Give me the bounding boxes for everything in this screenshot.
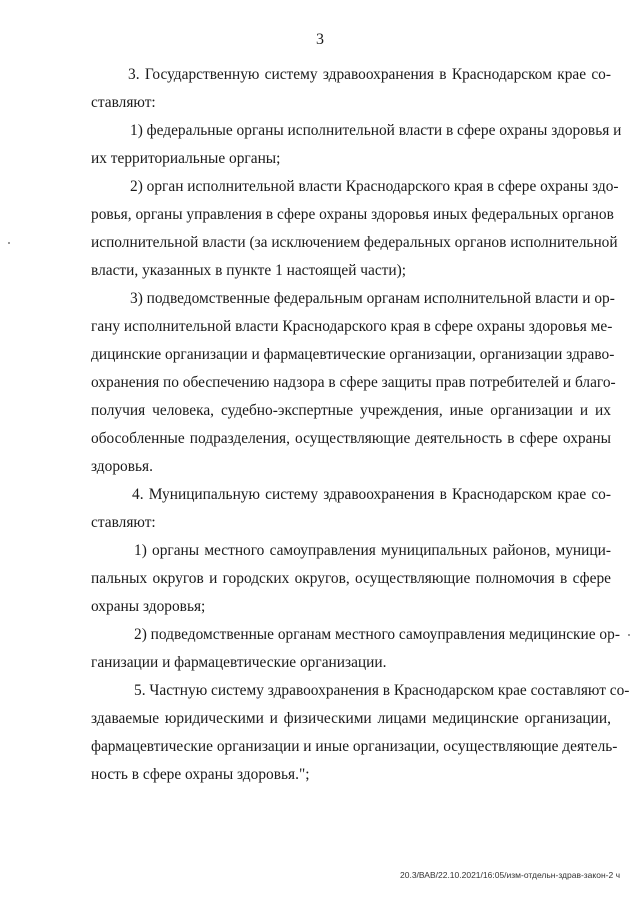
item-3-1-line-2: их территориальные органы; [91, 150, 281, 167]
margin-speck [8, 242, 10, 244]
paragraph-5-line-1: 5. Частную систему здравоохранения в Краснодарском крае составляют со- [134, 682, 630, 699]
item-4-1-line-1: 1) органы местного самоуправления муниципальных районов, муници- [134, 542, 611, 559]
item-4-2-line-1: 2) подведомственные органам местного самоуправления медицинские ор- [134, 626, 620, 643]
document-footer: 20.3/ВАВ/22.10.2021/16:05/изм-отдельн-здрав-закон-2 ч [400, 870, 620, 880]
item-3-3-line-6: обособленные подразделения, осуществляющие деятельность в сфере охраны [91, 430, 611, 447]
item-3-2-line-2: ровья, органы управления в сфере охраны здоровья иных федеральных органов [91, 206, 614, 223]
paragraph-4-line-2: ставляют: [91, 514, 156, 531]
item-3-1-line-1: 1) федеральные органы исполнительной власти в сфере охраны здоровья и [130, 122, 622, 139]
item-4-2-line-2: ганизации и фармацевтические организации. [91, 654, 387, 671]
paragraph-5-line-3: фармацевтические организации и иные организации, осуществляющие деятель- [91, 738, 618, 755]
item-3-3-line-7: здоровья. [91, 458, 153, 475]
item-3-3-line-5: получия человека, судебно-экспертные учреждения, иные организации и их [91, 402, 611, 419]
paragraph-4-line-1: 4. Муниципальную систему здравоохранения в Краснодарском крае со- [132, 486, 611, 503]
margin-speck [628, 634, 630, 636]
item-3-2-line-1: 2) орган исполнительной власти Краснодарского края в сфере охраны здо- [130, 178, 619, 195]
item-4-1-line-2: пальных округов и городских округов, осуществляющие полномочия в сфере [91, 570, 611, 587]
paragraph-5-line-2: здаваемые юридическими и физическими лицами медицинские организации, [91, 710, 611, 727]
paragraph-3-line-2: ставляют: [91, 94, 156, 111]
item-3-3-line-3: дицинские организации и фармацевтические организации, организации здраво- [91, 346, 615, 363]
item-3-3-line-4: охранения по обеспечению надзора в сфере защиты прав потребителей и благо- [91, 374, 616, 391]
item-3-3-line-2: гану исполнительной власти Краснодарского края в сфере охраны здоровья ме- [91, 318, 613, 335]
item-3-2-line-3: исполнительной власти (за исключением федеральных органов исполнительной [91, 234, 618, 251]
item-4-1-line-3: охраны здоровья; [91, 598, 206, 615]
paragraph-5-line-4: ность в сфере охраны здоровья."; [91, 766, 310, 783]
paragraph-3-line-1: 3. Государственную систему здравоохранения в Краснодарском крае со- [128, 66, 611, 83]
page-number: 3 [316, 31, 324, 48]
item-3-2-line-4: власти, указанных в пункте 1 настоящей части); [91, 262, 407, 279]
item-3-3-line-1: 3) подведомственные федеральным органам исполнительной власти и ор- [130, 290, 615, 307]
